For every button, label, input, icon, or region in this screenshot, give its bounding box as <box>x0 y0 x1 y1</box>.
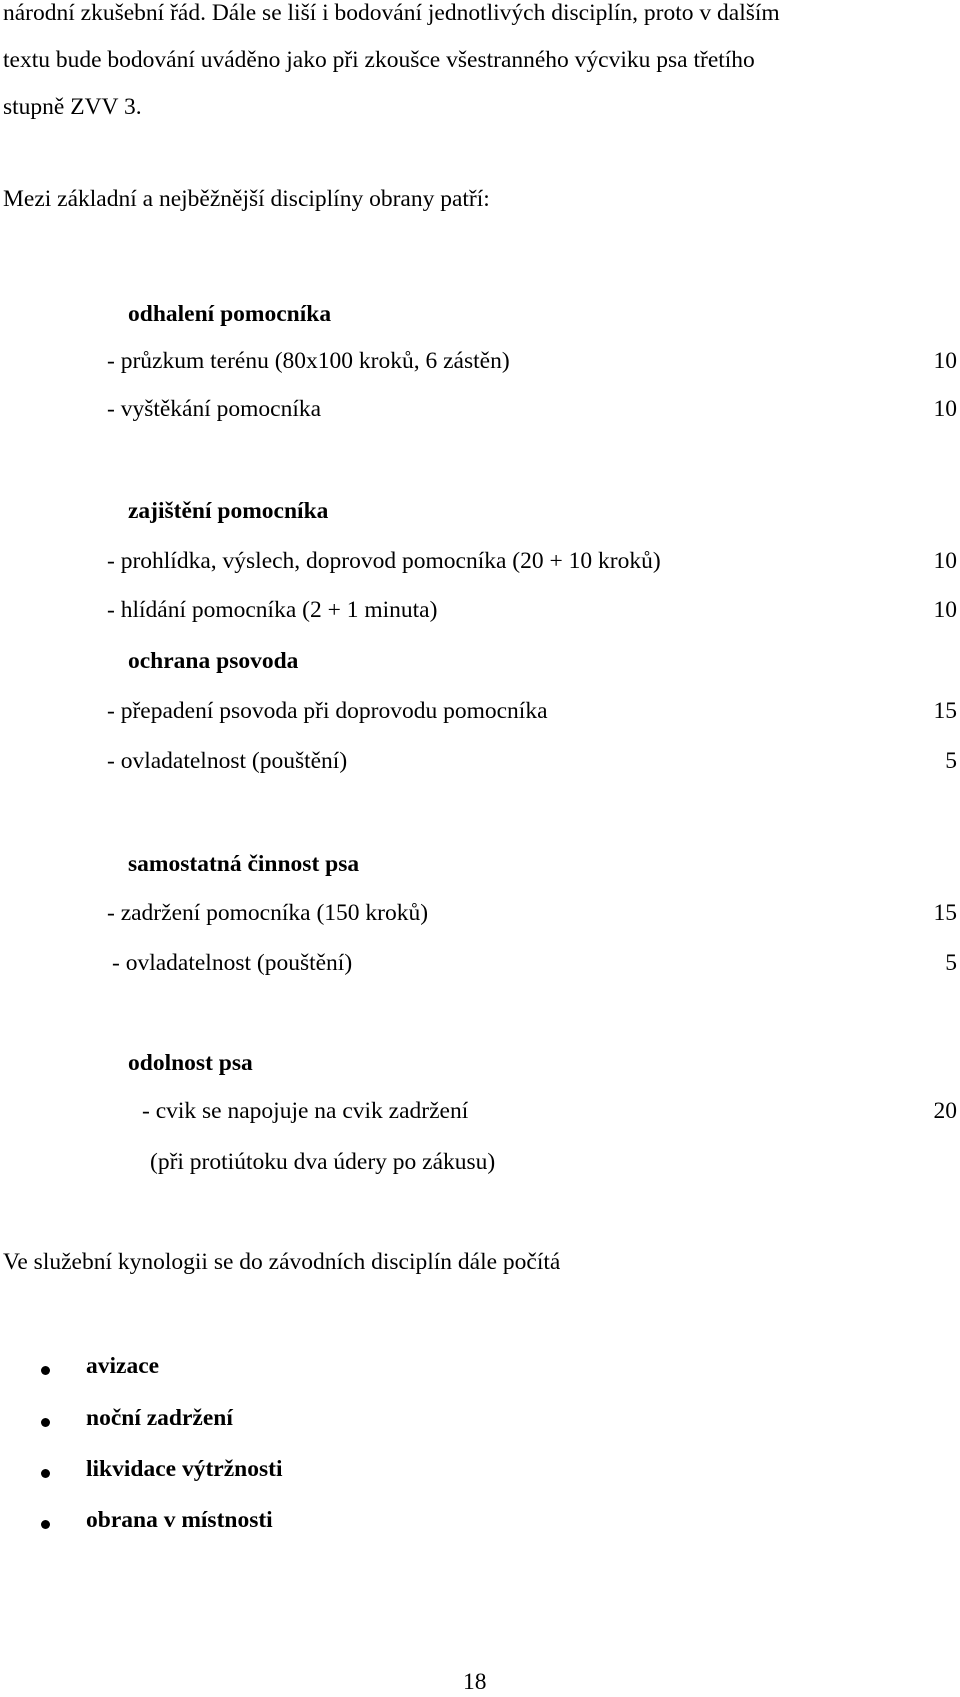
list-item: noční zadržení <box>86 1405 233 1431</box>
discipline-points: 5 <box>945 748 957 774</box>
discipline-item: - cvik se napojuje na cvik zadržení <box>142 1098 469 1124</box>
discipline-item: - průzkum terénu (80x100 kroků, 6 zástěn) <box>107 348 510 374</box>
discipline-points: 20 <box>933 1098 957 1124</box>
closing-sentence: Ve služební kynologii se do závodních disciplín dále počítá <box>3 1249 561 1275</box>
bullet-icon <box>41 1366 50 1375</box>
discipline-note: (při protiútoku dva údery po zákusu) <box>150 1149 496 1175</box>
discipline-item: - vyštěkání pomocníka <box>107 396 322 422</box>
section-heading: odolnost psa <box>128 1050 253 1076</box>
discipline-item: - hlídání pomocníka (2 + 1 minuta) <box>107 597 438 623</box>
lead-sentence: Mezi základní a nejběžnější disciplíny obrany patří: <box>3 186 490 212</box>
list-item: likvidace výtržnosti <box>86 1456 283 1482</box>
discipline-item: - ovladatelnost (pouštění) <box>107 748 348 774</box>
discipline-points: 10 <box>933 597 957 623</box>
discipline-points: 5 <box>945 950 957 976</box>
section-heading: ochrana psovoda <box>128 648 299 674</box>
intro-line-2: textu bude bodování uváděno jako při zkoušce všestranného výcviku psa třetího <box>3 47 755 73</box>
discipline-points: 15 <box>933 698 957 724</box>
bullet-icon <box>41 1418 50 1427</box>
bullet-icon <box>41 1520 50 1529</box>
discipline-item: - zadržení pomocníka (150 kroků) <box>107 900 429 926</box>
discipline-item: - přepadení psovoda při doprovodu pomocníka <box>107 698 548 724</box>
list-item: obrana v místnosti <box>86 1507 273 1533</box>
discipline-item: - prohlídka, výslech, doprovod pomocníka (20 + 10 kroků) <box>107 548 661 574</box>
discipline-points: 15 <box>933 900 957 926</box>
discipline-points: 10 <box>933 348 957 374</box>
section-heading: samostatná činnost psa <box>128 851 360 877</box>
page-number: 18 <box>463 1669 487 1695</box>
intro-line-3: stupně ZVV 3. <box>3 94 142 120</box>
discipline-points: 10 <box>933 548 957 574</box>
section-heading: zajištění pomocníka <box>128 498 329 524</box>
intro-line-1: národní zkušební řád. Dále se liší i bodování jednotlivých disciplín, proto v dalším <box>3 0 780 26</box>
discipline-item: - ovladatelnost (pouštění) <box>112 950 353 976</box>
discipline-points: 10 <box>933 396 957 422</box>
list-item: avizace <box>86 1353 160 1379</box>
section-heading: odhalení pomocníka <box>128 301 332 327</box>
bullet-icon <box>41 1469 50 1478</box>
